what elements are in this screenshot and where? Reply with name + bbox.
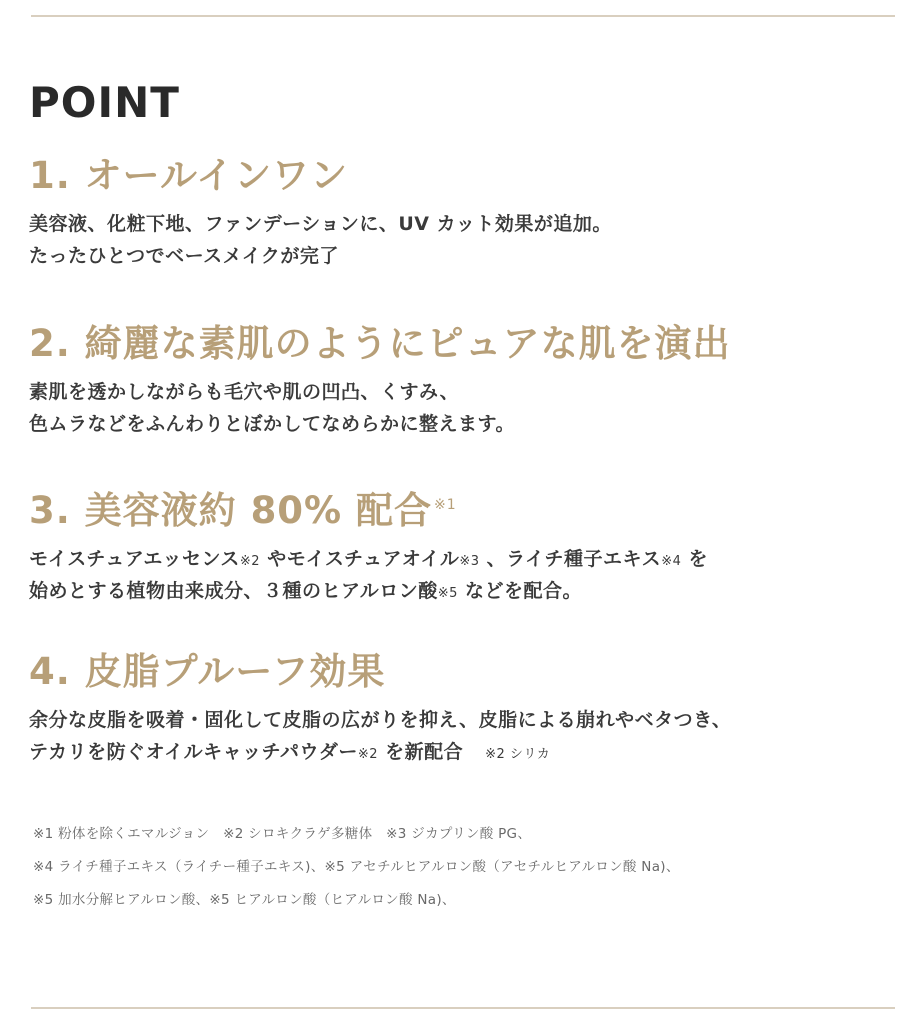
point-description [29, 704, 899, 769]
footnote-line: ※5 加水分解ヒアルロン酸、※5 ヒアルロン酸（ヒアルロン酸 Na)、 [33, 892, 456, 908]
description-line: 素肌を透かしながらも毛穴や肌の凹凸、くすみ、 [29, 380, 460, 403]
footnote-line: ※1 粉体を除くエマルジョン ※2 シロキクラゲ多糖体 ※3 ジカプリン酸 PG、 [33, 826, 532, 842]
point-heading: 4. 皮脂プルーフ効果 [29, 650, 386, 693]
footnote-line: ※4 ライチ種子エキス（ライチー種子エキス)、※5 アセチルヒアルロン酸（アセチルヒアルロン酸 Na)、 [33, 859, 680, 875]
point-heading: 1. オールインワン [29, 154, 349, 197]
footnote-mark: ※1 [434, 497, 457, 513]
footnotes [33, 818, 893, 917]
description-text: やモイスチュアオイル [260, 547, 460, 570]
bottom-divider [31, 1007, 895, 1009]
heading-text: 3. 美容液約 80% 配合 [29, 489, 433, 532]
footnote-mark: ※5 [437, 586, 458, 602]
footnote-mark: ※3 [459, 553, 480, 569]
description-line: 美容液、化粧下地、ファンデーションに、UV カット効果が追加。 [29, 212, 612, 235]
description-text: モイスチュアエッセンス [29, 547, 240, 570]
point-serum-80 [29, 490, 899, 608]
top-divider [31, 15, 895, 17]
inline-footnote: ※2 シリカ [485, 747, 551, 763]
point-pure-skin [29, 323, 899, 441]
page-title: POINT [29, 78, 180, 127]
footnote-mark: ※2 [357, 747, 379, 763]
description-line: 余分な皮脂を吸着・固化して皮脂の広がりを抑え、皮脂による崩れやベタつき、 [29, 708, 732, 731]
description-text: を [681, 547, 708, 570]
footnote-mark: ※2 [239, 553, 261, 569]
description-text: を新配合 [378, 741, 464, 764]
point-description [29, 543, 899, 608]
point-heading: 2. 綺麗な素肌のようにピュアな肌を演出 [29, 322, 731, 365]
point-heading [29, 490, 899, 533]
description-line: 色ムラなどをふんわりとぼかしてなめらかに整えます。 [29, 413, 515, 436]
description-text: などを配合。 [457, 580, 583, 603]
point-description [29, 376, 899, 441]
point-sebum-proof [29, 651, 899, 769]
description-text: テカリを防ぐオイルキャッチパウダー [29, 741, 358, 764]
description-text: 、ライチ種子エキス [479, 547, 662, 570]
description-line: たったひとつでベースメイクが完了 [29, 245, 339, 268]
point-all-in-one [29, 155, 899, 273]
footnote-mark: ※4 [661, 553, 682, 569]
point-description [29, 208, 899, 273]
description-text: 始めとする植物由来成分、３種のヒアルロン酸 [29, 580, 438, 603]
